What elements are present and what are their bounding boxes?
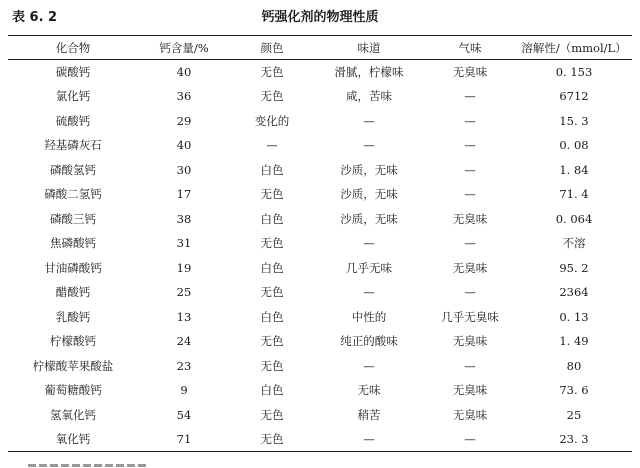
cell-compound: 氯化钙 [55,89,91,104]
cell-calcium-content: 36 [176,89,192,104]
header-calcium-content: 钙含量/% [138,36,230,60]
cell-calcium-content: 54 [176,407,192,422]
cell-compound: 醋酸钙 [55,285,91,300]
cell-calcium-content: 13 [176,309,192,324]
cell-taste: — [363,285,375,300]
cell-solubility: 1. 84 [559,162,589,177]
cell-taste: 沙质，无味 [340,187,398,202]
cell-calcium-content: 40 [176,138,192,153]
cell-odor: 无臭味 [452,211,488,226]
cell-solubility: 73. 6 [559,383,589,398]
cell-calcium-content: 23 [176,358,192,373]
table-header [8,36,632,60]
cell-compound: 磷酸三钙 [50,211,96,226]
cell-taste: — [363,358,375,373]
table-row [8,305,632,330]
cell-solubility: 1. 49 [559,334,589,349]
cell-solubility: 0. 13 [559,309,589,324]
table-title: 钙强化剂的物理性质 [261,10,379,25]
cell-color: 无色 [260,358,284,373]
cell-calcium-content: 19 [176,260,192,275]
cell-odor: — [464,187,476,202]
cell-compound: 葡萄糖酸钙 [44,383,102,398]
cell-odor: — [424,427,516,452]
cell-odor: 几乎无臭味 [441,309,499,324]
cell-compound: 氧化钙 [8,427,138,452]
cell-taste: 稍苦 [357,407,381,422]
cell-taste: 滑腻，柠檬味 [334,65,404,79]
cell-compound: 磷酸氢钙 [50,162,96,177]
cell-solubility: 95. 2 [559,260,589,275]
cell-compound: 柠檬酸苹果酸盐 [32,358,114,373]
cell-color: 无色 [260,65,284,79]
cell-color: — [266,138,278,153]
footnote-fragment [28,461,228,468]
cell-compound: 柠檬酸钙 [50,334,96,349]
cell-solubility: 6712 [559,89,589,104]
cell-compound: 磷酸二氢钙 [44,187,102,202]
table-row [8,280,632,305]
cell-solubility: 25 [566,407,582,422]
cell-taste: 纯正的酸味 [340,334,398,349]
cell-odor: — [464,162,476,177]
cell-color: 无色 [260,89,284,104]
cell-solubility: 不溶 [562,236,586,251]
cell-taste: 中性的 [351,309,387,324]
cell-calcium-content: 30 [176,162,192,177]
cell-calcium-content: 40 [176,65,192,79]
cell-color: 无色 [260,334,284,349]
table-row [8,182,632,207]
calcium-fortifier-table [8,35,632,452]
cell-odor: — [464,236,476,251]
cell-color: 无色 [260,187,284,202]
cell-taste: — [314,427,424,452]
cell-solubility: 80 [566,358,582,373]
cell-taste: 几乎无味 [346,260,392,275]
header-solubility: 溶解性/（mmol/L） [516,36,632,60]
table-body [8,60,632,452]
table-row [8,378,632,403]
cell-odor: 无臭味 [452,334,488,349]
table-row [8,109,632,134]
cell-odor: — [464,285,476,300]
table-row [8,84,632,109]
cell-odor: — [464,358,476,373]
table-caption [0,9,640,29]
cell-color: 无色 [230,427,314,452]
cell-compound: 碳酸钙 [55,65,91,79]
cell-taste: — [363,138,375,153]
cell-compound: 甘油磷酸钙 [44,260,102,275]
cell-compound: 氢氧化钙 [50,407,96,422]
header-compound: 化合物 [8,36,138,60]
header-taste: 味道 [314,36,424,60]
table-row [8,329,632,354]
cell-calcium-content: 24 [176,334,192,349]
table-number: 表 6. 2 [12,10,58,25]
cell-solubility: 2364 [559,285,589,300]
cell-odor: — [464,113,476,128]
cell-color: 无色 [260,285,284,300]
cell-odor: — [464,89,476,104]
cell-solubility: 0. 153 [555,65,593,79]
table-row [8,207,632,232]
header-color: 颜色 [230,36,314,60]
cell-color: 白色 [260,260,284,275]
table-row [8,256,632,281]
cell-taste: — [363,236,375,251]
cell-color: 白色 [260,383,284,398]
cell-calcium-content: 38 [176,211,192,226]
cell-taste: 沙质，无味 [340,211,398,226]
cell-taste: — [363,113,375,128]
cell-solubility: 0. 08 [559,138,589,153]
cell-taste: 沙质，无味 [340,162,398,177]
cell-odor: — [464,138,476,153]
cell-color: 白色 [260,211,284,226]
table-row [8,60,632,85]
cell-odor: 无臭味 [452,260,488,275]
table-row [8,231,632,256]
cell-taste: 咸，苦味 [346,89,392,104]
header-odor: 气味 [424,36,516,60]
cell-calcium-content: 17 [176,187,192,202]
cut-off-text [28,464,148,467]
cell-calcium-content: 29 [176,113,192,128]
cell-color: 无色 [260,407,284,422]
cell-odor: 无臭味 [452,407,488,422]
cell-calcium-content: 25 [176,285,192,300]
cell-solubility: 23. 3 [516,427,632,452]
cell-compound: 焦磷酸钙 [50,236,96,251]
cell-color: 变化的 [254,113,290,128]
cell-compound: 羟基磷灰石 [44,138,102,153]
table-row [8,158,632,183]
cell-compound: 乳酸钙 [55,309,91,324]
header-row [8,36,632,60]
table-row [8,354,632,379]
cell-compound: 硫酸钙 [55,113,91,128]
table-row [8,427,632,452]
cell-color: 白色 [260,162,284,177]
cell-taste: 无味 [357,383,381,398]
table-row [8,403,632,428]
cell-solubility: 15. 3 [559,113,589,128]
cell-solubility: 71. 4 [559,187,589,202]
cell-calcium-content: 9 [180,383,188,398]
cell-odor: 无臭味 [452,65,488,79]
cell-color: 无色 [260,236,284,251]
cell-calcium-content: 71 [138,427,230,452]
table-row [8,133,632,158]
cell-solubility: 0. 064 [555,211,593,226]
cell-odor: 无臭味 [452,383,488,398]
cell-calcium-content: 31 [176,236,192,251]
cell-color: 白色 [260,309,284,324]
